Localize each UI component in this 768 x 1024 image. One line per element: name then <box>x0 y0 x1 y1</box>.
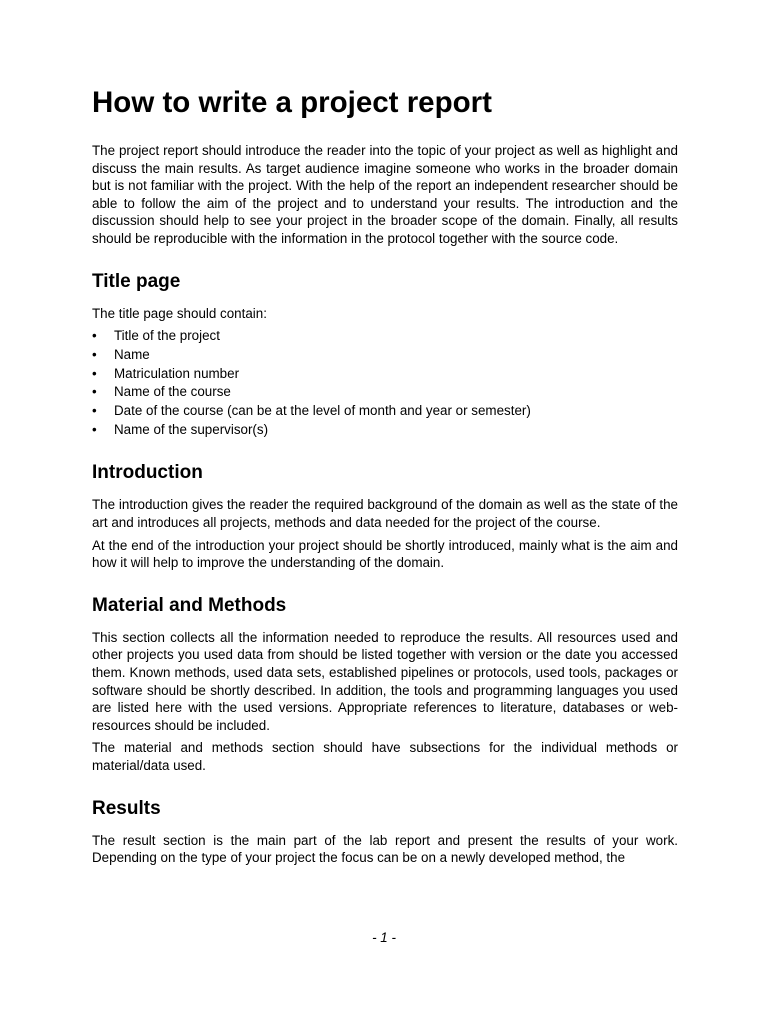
introduction-paragraph: The introduction gives the reader the required background of the domain as well as the state of the art and introduces all projects, methods and data needed for the project of the course. <box>92 497 678 530</box>
list-item-text: Name of the supervisor(s) <box>114 421 269 437</box>
list-item <box>92 365 678 384</box>
list-item <box>92 421 678 440</box>
bullet-icon: • <box>92 328 97 344</box>
section-material-methods <box>92 594 678 775</box>
list-item-text: Date of the course (can be at the level of month and year or semester) <box>114 402 531 418</box>
title-page-lead: The title page should contain: <box>92 305 267 321</box>
material-methods-paragraph: This section collects all the information needed to reproduce the results. All resources used and other projects you used data from should be listed together with version or the date you accessed them. Known methods, used data sets, established pipelines or protocols, used tools, packages or software should be shortly described. In addition, the tools and programming languages you used are listed here with the used versions. Appropriate references to literature, databases or web-resources should be included. <box>92 629 678 733</box>
list-item-text: Name <box>114 346 150 362</box>
document-title: How to write a project report <box>92 86 492 119</box>
results-paragraph: The result section is the main part of the lab report and present the results of your work. Depending on the type of your project the focus can be on a newly developed method, the <box>92 832 678 866</box>
document-page <box>92 84 678 872</box>
list-item <box>92 327 678 346</box>
intro-paragraph: The project report should introduce the reader into the topic of your project as well as highlight and discuss the main results. As target audience imagine someone who works in the broader domain but is not familiar with the project. With the help of the report an independent researcher should be able to follow the aim of the project and to understand your results. The introduction and the discussion should help to see your project in the broader scope of the domain. Finally, all results should be reproducible with the information in the protocol together with the source code. <box>92 143 678 246</box>
bullet-icon: • <box>92 421 97 437</box>
section-introduction <box>92 461 678 571</box>
introduction-paragraph: At the end of the introduction your project should be shortly introduced, mainly what is the aim and how it will help to improve the understanding of the domain. <box>92 537 678 571</box>
bullet-icon: • <box>92 365 97 381</box>
list-item-text: Matriculation number <box>114 365 240 381</box>
list-item <box>92 402 678 421</box>
material-methods-paragraph: The material and methods section should have subsections for the individual methods or material/data used. <box>92 740 678 773</box>
section-heading-material-methods: Material and Methods <box>92 594 287 616</box>
list-item <box>92 346 678 365</box>
title-page-list <box>92 327 678 439</box>
section-results <box>92 797 678 867</box>
section-heading-introduction: Introduction <box>92 462 203 484</box>
section-title-page <box>92 270 678 440</box>
bullet-icon: • <box>92 402 97 418</box>
list-item-text: Title of the project <box>114 328 220 344</box>
section-heading-results: Results <box>92 797 161 819</box>
bullet-icon: • <box>92 384 97 400</box>
section-heading-title-page: Title page <box>92 270 181 292</box>
bullet-icon: • <box>92 346 97 362</box>
list-item <box>92 383 678 402</box>
list-item-text: Name of the course <box>114 384 231 400</box>
page-number: - 1 - <box>372 930 396 945</box>
